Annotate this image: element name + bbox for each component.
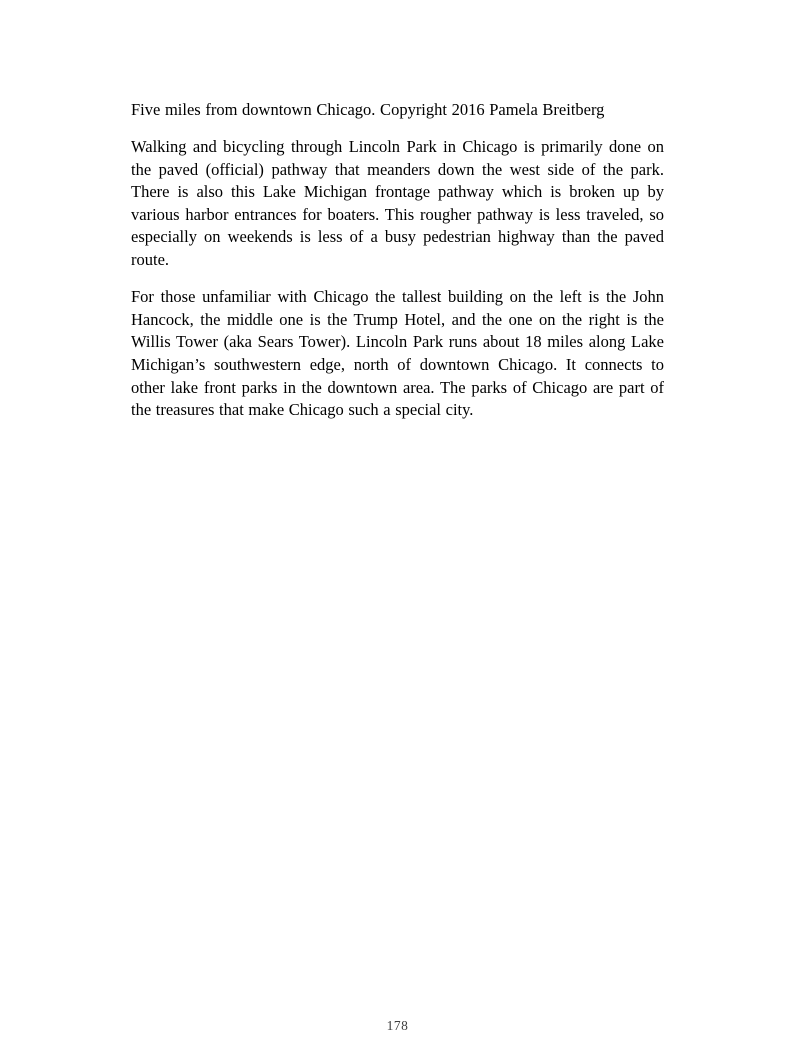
body-paragraph-1: Walking and bicycling through Lincoln Park in Chicago is primarily done on the paved (official) pathway that meanders down the west side of the park. There is also this Lake Michigan frontage pathway which is broken up by various harbor entrances for boaters. This rougher pathway is less traveled, so especially on weekends is less of a busy pedestrian highway than the paved route. — [131, 137, 664, 270]
photo-caption-copyright: Five miles from downtown Chicago. Copyright 2016 Pamela Breitberg — [131, 100, 605, 119]
page-content — [131, 99, 664, 436]
body-paragraph-2: For those unfamiliar with Chicago the tallest building on the left is the John Hancock, the middle one is the Trump Hotel, and the one on the right is the Willis Tower (aka Sears Tower). Lincoln Park runs about 18 miles along Lake Michigan’s southwestern edge, north of downtown Chicago. It connects to other lake front parks in the downtown area. The parks of Chicago are part of the treasures that make Chicago such a special city. — [131, 287, 664, 420]
page-number: 178 — [386, 1018, 409, 1033]
